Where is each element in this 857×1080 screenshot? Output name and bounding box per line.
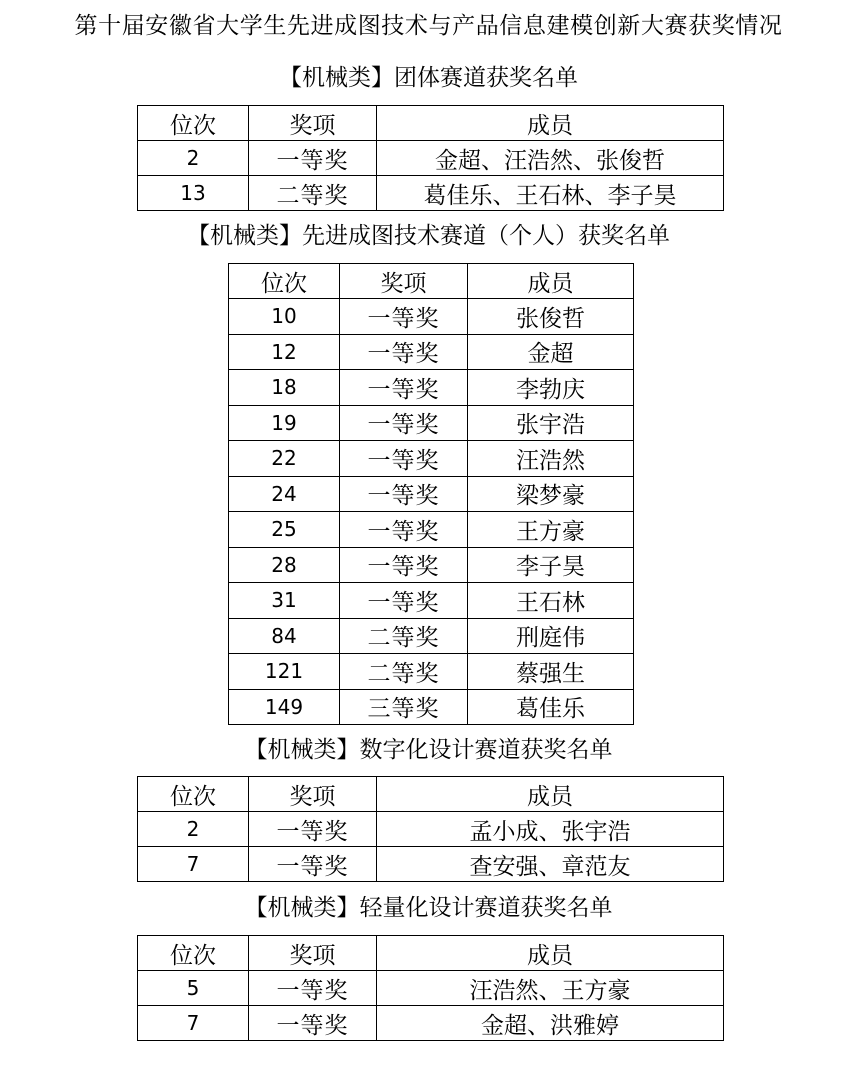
award-cell: 一等奖	[249, 141, 377, 176]
table-row	[229, 299, 634, 335]
members-cell: 金超、洪雅婷	[377, 1006, 724, 1041]
rank-cell: 84	[229, 618, 340, 654]
members-cell: 葛佳乐、王石林、李子昊	[377, 176, 724, 211]
table-row	[138, 812, 724, 847]
rank-cell: 2	[138, 141, 249, 176]
rank-cell: 13	[138, 176, 249, 211]
table-header-row	[138, 936, 724, 971]
section-title-lightweight: 【机械类】轻量化设计赛道获奖名单	[244, 895, 613, 921]
table-row	[138, 1006, 724, 1041]
award-cell: 二等奖	[340, 618, 468, 654]
award-cell: 二等奖	[340, 654, 468, 690]
header-members: 成员	[377, 936, 724, 971]
header-rank: 位次	[229, 264, 340, 299]
table-row	[229, 476, 634, 512]
header-rank: 位次	[138, 777, 249, 812]
award-cell: 一等奖	[340, 547, 468, 583]
award-cell: 一等奖	[340, 583, 468, 619]
header-award: 奖项	[249, 777, 377, 812]
rank-cell: 25	[229, 512, 340, 548]
table-row	[229, 512, 634, 548]
section-title-team: 【机械类】团体赛道获奖名单	[279, 65, 578, 91]
rank-cell: 12	[229, 334, 340, 370]
award-cell: 一等奖	[249, 847, 377, 882]
header-rank: 位次	[138, 106, 249, 141]
table-row	[138, 141, 724, 176]
rank-cell: 5	[138, 971, 249, 1006]
members-cell: 孟小成、张宇浩	[377, 812, 724, 847]
rank-cell: 149	[229, 689, 340, 725]
table-header-row	[229, 264, 634, 299]
award-cell: 一等奖	[249, 812, 377, 847]
rank-cell: 10	[229, 299, 340, 335]
page-title: 第十届安徽省大学生先进成图技术与产品信息建模创新大赛获奖情况	[74, 13, 783, 39]
rank-cell: 22	[229, 441, 340, 477]
members-cell: 刑庭伟	[468, 618, 634, 654]
digital-design-table	[137, 776, 724, 882]
members-cell: 查安强、章范友	[377, 847, 724, 882]
award-cell: 一等奖	[340, 476, 468, 512]
rank-cell: 2	[138, 812, 249, 847]
team-track-table	[137, 105, 724, 211]
rank-cell: 121	[229, 654, 340, 690]
rank-cell: 7	[138, 847, 249, 882]
members-cell: 蔡强生	[468, 654, 634, 690]
rank-cell: 7	[138, 1006, 249, 1041]
table-row	[229, 334, 634, 370]
members-cell: 张宇浩	[468, 405, 634, 441]
award-cell: 一等奖	[340, 512, 468, 548]
rank-cell: 24	[229, 476, 340, 512]
award-cell: 一等奖	[340, 441, 468, 477]
header-award: 奖项	[249, 106, 377, 141]
table-row	[229, 689, 634, 725]
table-row	[229, 370, 634, 406]
table-row	[138, 971, 724, 1006]
rank-cell: 18	[229, 370, 340, 406]
header-award: 奖项	[340, 264, 468, 299]
rank-cell: 28	[229, 547, 340, 583]
table-row	[229, 583, 634, 619]
award-cell: 三等奖	[340, 689, 468, 725]
table-row	[229, 654, 634, 690]
award-cell: 一等奖	[340, 405, 468, 441]
members-cell: 汪浩然、王方豪	[377, 971, 724, 1006]
members-cell: 张俊哲	[468, 299, 634, 335]
award-cell: 一等奖	[249, 1006, 377, 1041]
individual-track-table	[228, 263, 634, 725]
header-award: 奖项	[249, 936, 377, 971]
members-cell: 李子昊	[468, 547, 634, 583]
section-title-individual: 【机械类】先进成图技术赛道（个人）获奖名单	[187, 223, 670, 249]
award-cell: 一等奖	[340, 370, 468, 406]
members-cell: 金超	[468, 334, 634, 370]
members-cell: 汪浩然	[468, 441, 634, 477]
members-cell: 王方豪	[468, 512, 634, 548]
members-cell: 金超、汪浩然、张俊哲	[377, 141, 724, 176]
table-row	[229, 405, 634, 441]
table-row	[138, 176, 724, 211]
table-header-row	[138, 777, 724, 812]
members-cell: 李勃庆	[468, 370, 634, 406]
table-header-row	[138, 106, 724, 141]
award-cell: 二等奖	[249, 176, 377, 211]
lightweight-design-table	[137, 935, 724, 1041]
table-row	[229, 618, 634, 654]
header-rank: 位次	[138, 936, 249, 971]
members-cell: 梁梦豪	[468, 476, 634, 512]
header-members: 成员	[377, 106, 724, 141]
rank-cell: 19	[229, 405, 340, 441]
rank-cell: 31	[229, 583, 340, 619]
award-cell: 一等奖	[340, 334, 468, 370]
header-members: 成员	[377, 777, 724, 812]
table-row	[229, 441, 634, 477]
header-members: 成员	[468, 264, 634, 299]
award-cell: 一等奖	[249, 971, 377, 1006]
section-title-digital: 【机械类】数字化设计赛道获奖名单	[244, 737, 613, 763]
award-cell: 一等奖	[340, 299, 468, 335]
members-cell: 葛佳乐	[468, 689, 634, 725]
table-row	[138, 847, 724, 882]
members-cell: 王石林	[468, 583, 634, 619]
table-row	[229, 547, 634, 583]
